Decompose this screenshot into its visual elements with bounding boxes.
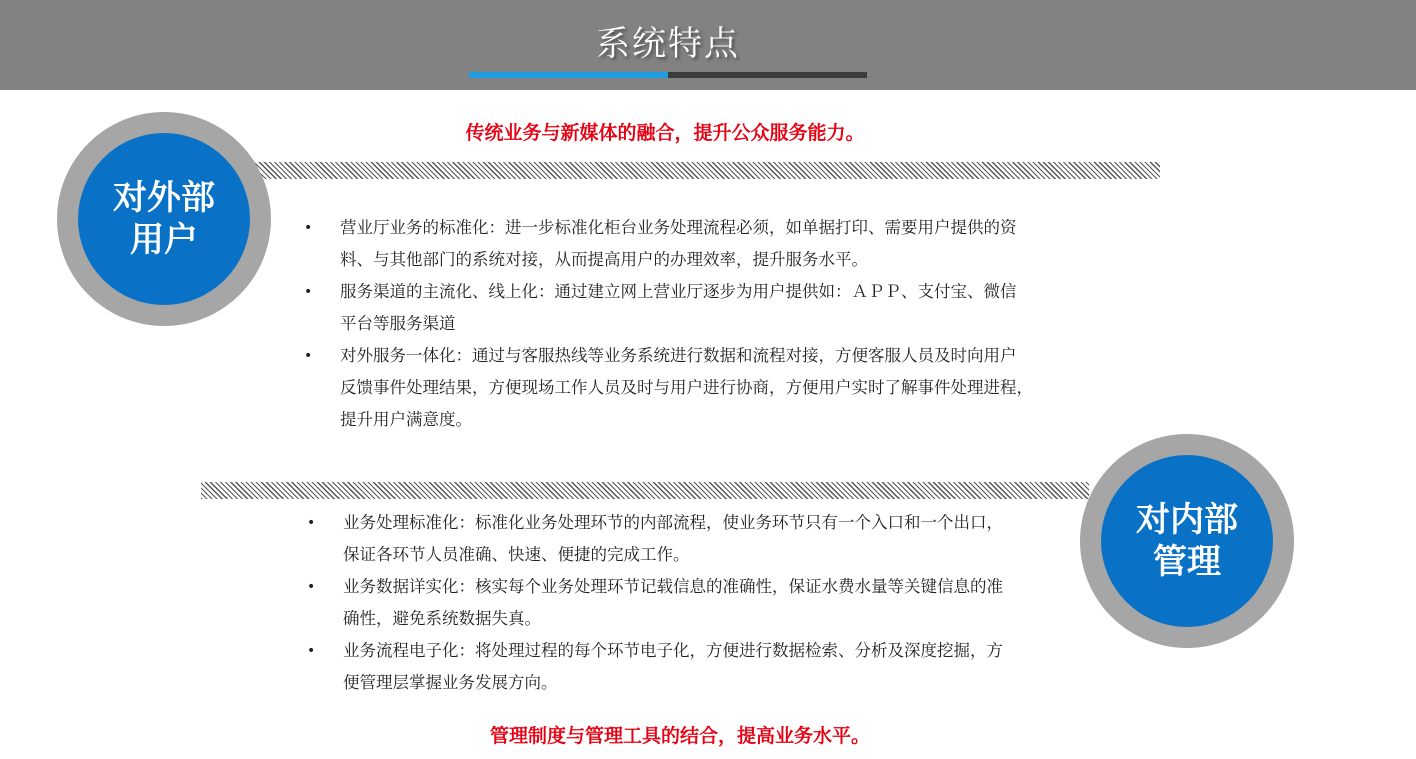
title-underline-accent <box>469 72 668 78</box>
hatch-divider-bottom <box>201 482 1089 499</box>
title-underline-dark <box>668 72 867 78</box>
external-users-badge-inner <box>78 133 250 305</box>
list-item <box>307 571 1067 635</box>
item-text: 对外服务一体化：通过与客服热线等业务系统进行数据和流程对接，方便客服人员及时向用户 反馈事件处理结果，方便现场工作人员及时与用户进行协商，方便用户实时了解事件处理进程， 提升用户满意度。 <box>340 346 1033 429</box>
external-users-badge <box>57 112 271 326</box>
list-item <box>307 635 1067 699</box>
item-text: 营业厅业务的标准化：进一步标准化柜台业务处理流程必须，如单据打印、需要用户提供的资 料、与其他部门的系统对接，从而提高用户的办理效率，提升服务水平。 <box>340 218 1017 269</box>
internal-badge-line1: 对内部 <box>1136 500 1238 540</box>
tagline-internal: 管理制度与管理工具的结合，提高业务水平。 <box>489 725 870 747</box>
bullet-marker: • <box>304 284 313 300</box>
item-text: 业务流程电子化：将处理过程的每个环节电子化，方便进行数据检索、分析及深度挖掘，方 便管理层掌握业务发展方向。 <box>343 641 1003 692</box>
internal-badge-line2: 管理 <box>1153 542 1221 582</box>
header-bar <box>0 0 1416 90</box>
bullet-marker: • <box>307 579 316 595</box>
bullet-marker: • <box>304 220 313 236</box>
item-text: 业务数据详实化：核实每个业务处理环节记载信息的准确性，保证水费水量等关键信息的准 确性，避免系统数据失真。 <box>343 577 1003 628</box>
external-badge-line2: 用户 <box>130 220 198 260</box>
internal-feature-list <box>307 507 1067 699</box>
hatch-divider-top <box>255 162 1160 179</box>
list-item <box>304 212 1094 276</box>
page-title: 系统特点 <box>596 24 740 64</box>
external-feature-list <box>304 212 1094 436</box>
bullet-marker: • <box>307 515 316 531</box>
list-item <box>304 340 1094 436</box>
tagline-external: 传统业务与新媒体的融合，提升公众服务能力。 <box>465 122 865 144</box>
internal-management-badge-inner <box>1101 455 1273 627</box>
external-badge-line1: 对外部 <box>113 178 215 218</box>
bullet-marker: • <box>307 643 316 659</box>
bullet-marker: • <box>304 348 313 364</box>
list-item <box>304 276 1094 340</box>
internal-management-badge <box>1080 434 1294 648</box>
item-text: 服务渠道的主流化、线上化：通过建立网上营业厅逐步为用户提供如：ＡＰＰ、支付宝、微信 平台等服务渠道 <box>340 282 1017 333</box>
item-text: 业务处理标准化：标准化业务处理环节的内部流程，使业务环节只有一个入口和一个出口， 保证各环节人员准确、快速、便捷的完成工作。 <box>343 513 1003 564</box>
list-item <box>307 507 1067 571</box>
